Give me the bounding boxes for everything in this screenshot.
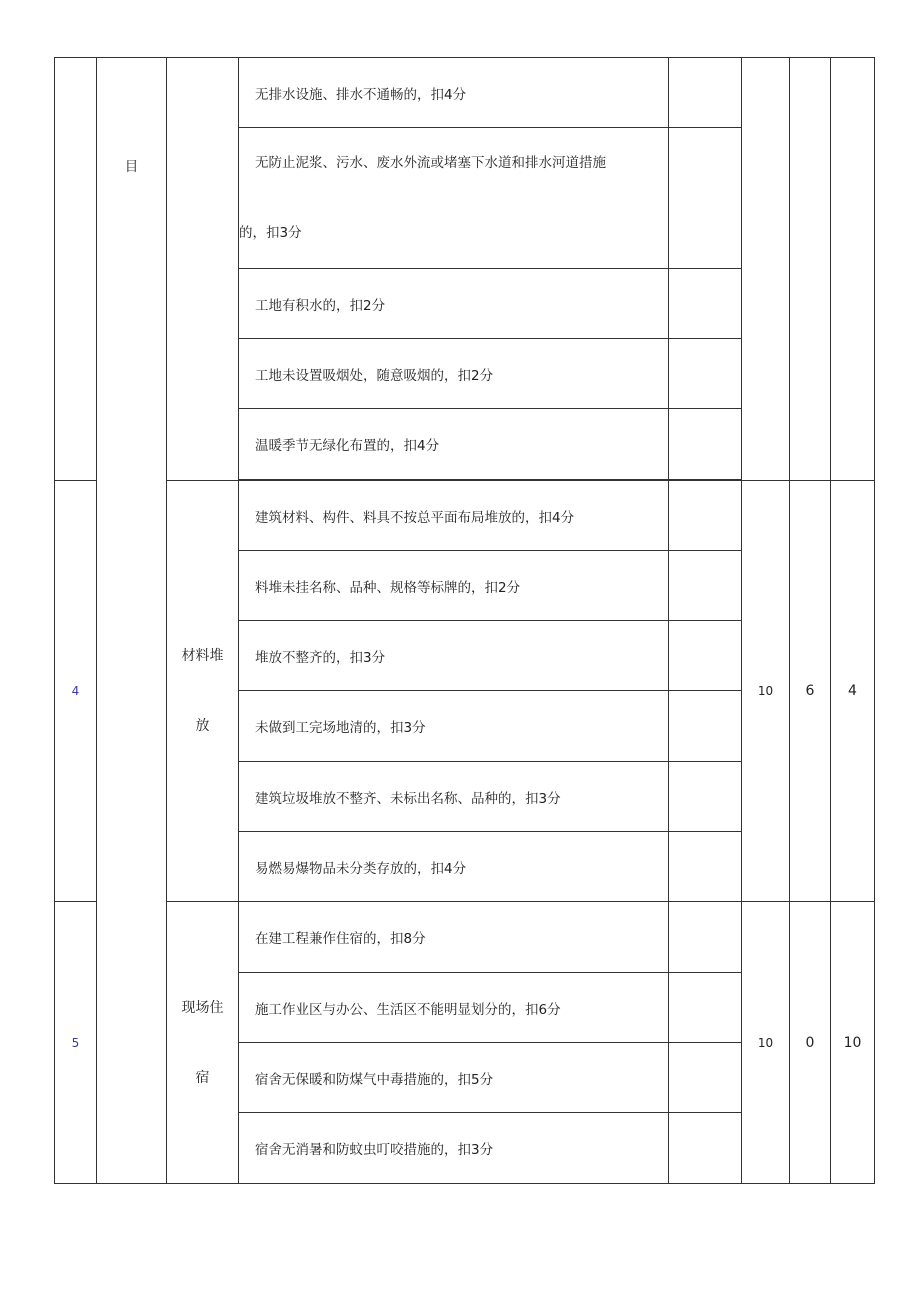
check-item-name [167,902,239,1184]
deduction-item: 温暖季节无绿化布置的，扣4分 [239,409,669,480]
seq-cell-prev [55,58,97,481]
seq-number: 4 [55,481,97,902]
deducted-score-cell-prev [790,58,831,481]
deduction-score-cell [669,481,742,551]
deduction-item: 宿舍无消暑和防蚊虫叮咬措施的，扣3分 [239,1113,669,1184]
check-item-name-line1: 现场住 [181,999,224,1016]
deduction-score-cell [669,339,742,409]
check-item-name [167,481,239,902]
actual-score-cell-prev [831,58,875,481]
inspection-score-table [54,57,875,1184]
check-item-cell-prev [167,58,239,481]
deduction-item: 工地未设置吸烟处，随意吸烟的，扣2分 [239,339,669,409]
deduction-item: 在建工程兼作住宿的，扣8分 [239,902,669,973]
seq-number: 5 [55,902,97,1184]
total-score: 10 [742,481,790,902]
deduction-item: 未做到工完场地清的，扣3分 [239,691,669,762]
deduction-item: 易燃易爆物品未分类存放的，扣4分 [239,832,669,902]
deduction-item: 无排水设施、排水不通畅的，扣4分 [239,58,669,128]
deduction-item: 工地有积水的，扣2分 [239,269,669,339]
deduction-score-cell [669,128,742,269]
deduction-score-cell [669,1113,742,1184]
deducted-score: 6 [790,481,831,902]
deduction-item: 建筑垃圾堆放不整齐、未标出名称、品种的，扣3分 [239,762,669,832]
deducted-score: 0 [790,902,831,1184]
deduction-score-cell [669,621,742,691]
deduction-item: 料堆未挂名称、品种、规格等标牌的，扣2分 [239,551,669,621]
deduction-score-cell [669,1043,742,1113]
total-score: 10 [742,902,790,1184]
total-score-cell-prev [742,58,790,481]
deduction-score-cell [669,269,742,339]
check-item-name-line1: 材料堆 [181,648,224,664]
deduction-item: 施工作业区与办公、生活区不能明显划分的，扣6分 [239,973,669,1043]
deduction-score-cell [669,409,742,480]
check-item-name-line2: 放 [195,718,210,734]
deduction-score-cell [669,762,742,832]
category-tail-text: 目 [124,159,139,175]
actual-score: 10 [831,902,875,1184]
deduction-item [239,128,669,269]
deduction-item: 建筑材料、构件、料具不按总平面布局堆放的，扣4分 [239,481,669,551]
deduction-score-cell [669,973,742,1043]
deduction-score-cell [669,58,742,128]
category-cell [97,58,167,1184]
deduction-score-cell [669,832,742,902]
actual-score: 4 [831,481,875,902]
deduction-score-cell [669,902,742,973]
deduction-item-line1: 无防止泥浆、污水、废水外流或堵塞下水道和排水河道措施 [255,155,606,171]
deduction-item: 堆放不整齐的，扣3分 [239,621,669,691]
deduction-item-line2: 的，扣3分 [239,225,302,241]
check-item-name-line2: 宿 [195,1069,210,1086]
deduction-item: 宿舍无保暖和防煤气中毒措施的，扣5分 [239,1043,669,1113]
deduction-score-cell [669,551,742,621]
deduction-score-cell [669,691,742,762]
